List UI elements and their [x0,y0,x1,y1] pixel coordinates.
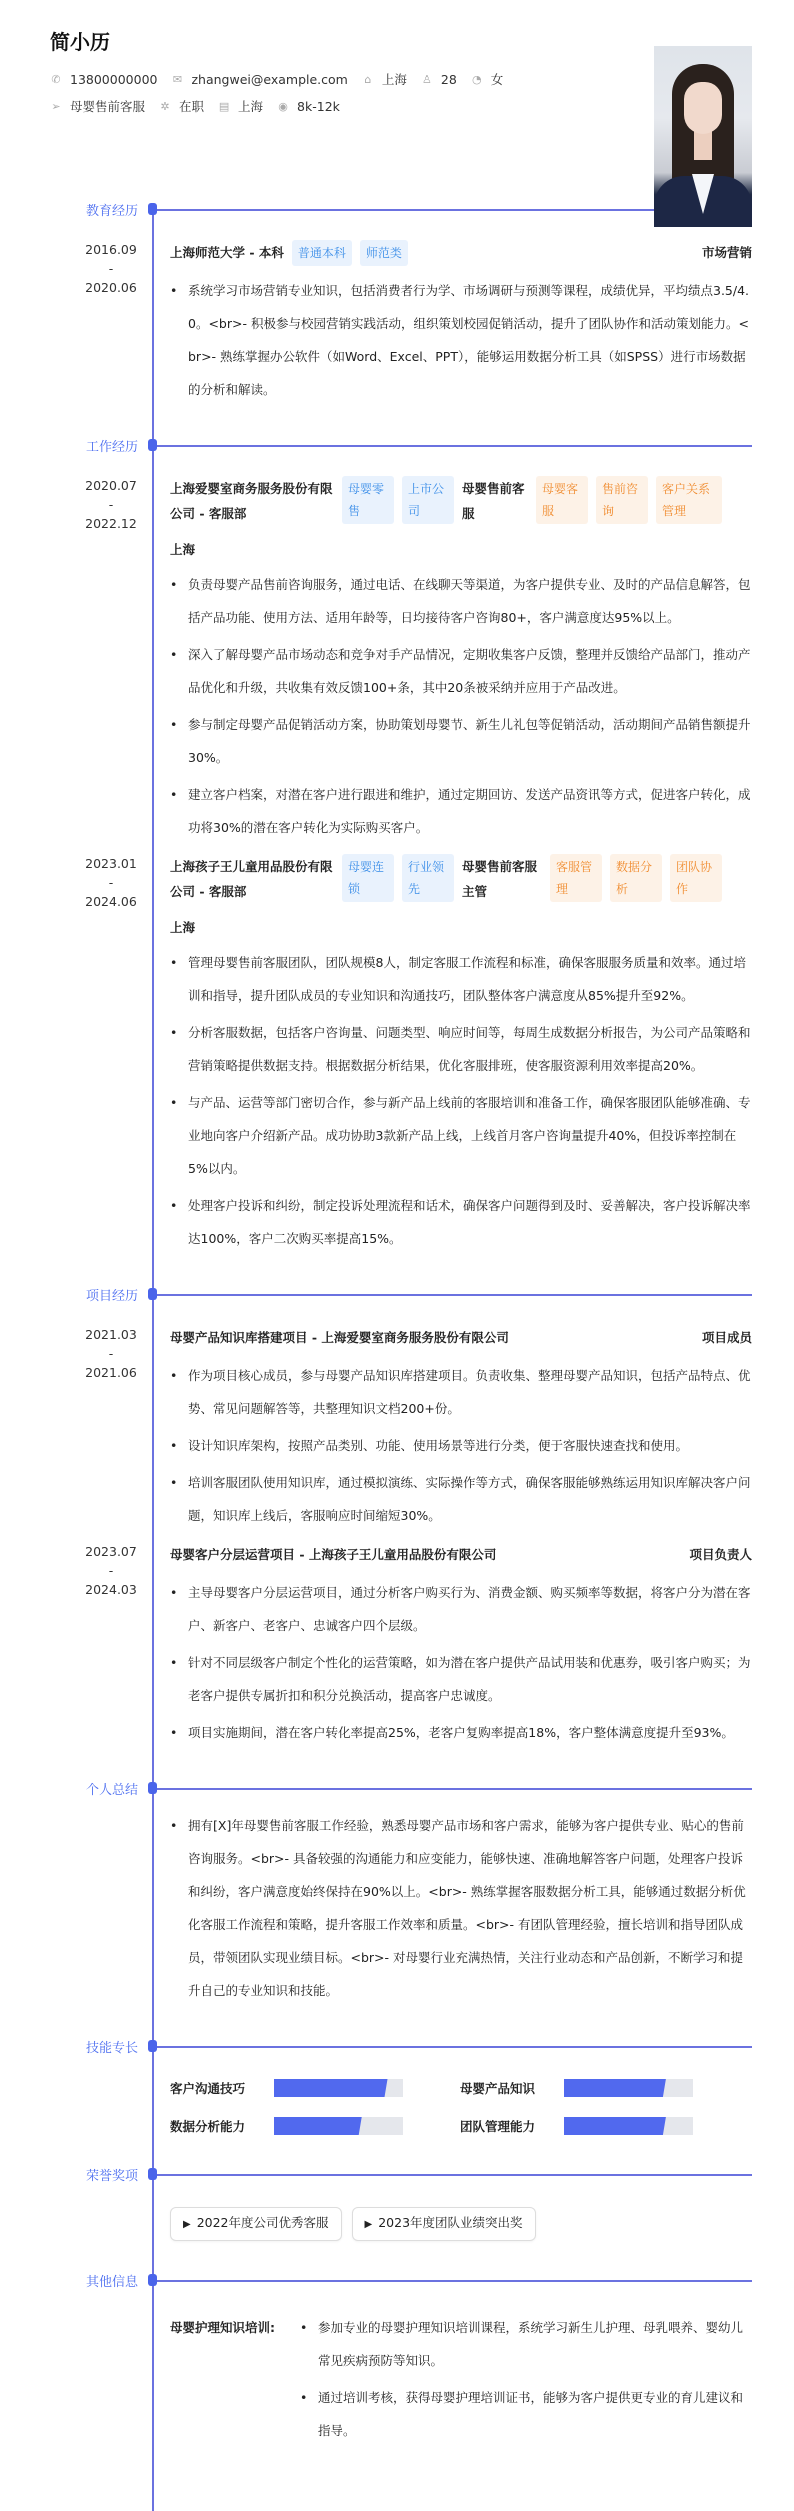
job-target: 母婴售前客服 [70,99,146,114]
date-range: 2016.09 - 2020.06 [85,242,137,295]
major: 市场营销 [701,245,752,260]
bullet: • 拥有[X]年母婴售前客服工作经验，熟悉母婴产品市场和客户需求，能够为客户提供专业、贴心的售前咨询服务。<br>- 具备较强的沟通能力和应变能力，能够快速、准确地解答客户问题，处理客户投诉和纠纷，客户满意度始终保持在90%以上。<br>- 熟练掌握客服数据分析工具，能够通过数据分析优化客服工作流程和策略，提升客服工作效率和质量。<br>- 有团队管理经验，擅长培训和指导团队成员，带领团队实现业绩目标。<br>- 对母婴行业充满热情，关注行业动态和产品创新，不断学习和提升自己的专业知识和技能。 [170,1818,746,1998]
tag: 普通本科 [292,240,352,266]
position: 母婴售前客服主管 [462,859,538,899]
section-title: 技能专长 [85,2041,138,2056]
age-icon: ♙ [421,72,432,86]
bullet: • 参加专业的母婴护理知识培训课程，系统学习新生儿护理、母乳喂养、婴幼儿常见疾病预防等知识。 [300,2320,744,2368]
project-name: 母婴客户分层运营项目 - 上海孩子王儿童用品股份有限公司 [170,1547,497,1562]
age: 28 [440,71,457,87]
project-name: 母婴产品知识库搭建项目 - 上海爱婴室商务服务股份有限公司 [170,1330,509,1345]
salary: 8k-12k [297,98,340,114]
work-entry [0,854,794,1255]
skill-bar-fill [564,2079,666,2097]
education-section [0,200,794,406]
bullet: • 分析客服数据，包括客户咨询量、问题类型、响应时间等，每周生成数据分析报告，为公司产品策略和营销策略提供数据支持。根据数据分析结果，优化客服排班，使客服资源利用效率提高20%。 [170,1025,751,1073]
building-icon: ▤ [218,99,230,113]
timeline-dot [148,1782,157,1794]
work-section [0,436,794,1255]
location: 上海 [170,542,196,557]
skill-name: 母婴产品知识 [460,2081,536,2096]
skills-section [0,2037,794,2135]
date-range: 2023.01 - 2024.06 [85,856,137,909]
other-section [0,2271,794,2451]
bullet: • 设计知识库架构，按照产品类别、功能、使用场景等进行分类，便于客服快速查找和使用。 [170,1438,689,1453]
skill-tag: 数据分析 [610,854,662,902]
city: 上海 [381,72,407,87]
work-entry [0,476,794,844]
section-title: 其他信息 [85,2275,138,2290]
bullet: • 与产品、运营等部门密切合作，参与新产品上线前的客服培训和准备工作，确保客服团队能够准确、专业地向客户介绍新产品。成功协助3款新产品上线，上线首月客户咨询量提升40%，但投诉率控制在5%以内。 [170,1095,751,1176]
project-role: 项目负责人 [689,1547,752,1562]
project-role: 项目成员 [701,1330,752,1345]
bullet: • 管理母婴售前客服团队，团队规模8人，制定客服工作流程和标准，确保客服服务质量和效率。通过培训和指导，提升团队成员的专业知识和沟通技巧，团队整体客户满意度从85%提升至92%。 [170,955,746,1003]
tag: 师范类 [360,240,408,266]
job-status: 在职 [179,99,205,114]
salary-icon: ◉ [278,99,288,113]
intent-row [50,97,354,115]
skill-bar-fill [564,2117,666,2135]
email-icon: ✉ [172,72,183,86]
bullet: • 主导母婴客户分层运营项目，通过分析客户购买行为、消费金额、购买频率等数据，将客户分为潜在客户、新客户、老客户、忠诚客户四个层级。 [170,1585,751,1633]
project-entry [0,1542,794,1749]
bullet: • 项目实施期间，潜在客户转化率提高25%，老客户复购率提高18%，客户整体满意度提升至93%。 [170,1725,734,1740]
email: zhangwei@example.com [191,71,348,87]
bullet: • 针对不同层级客户制定个性化的运营策略，如为潜在客户提供产品试用装和优惠券，吸引客户购买；为老客户提供专属折扣和积分兑换活动，提高客户忠诚度。 [170,1655,751,1703]
tag: 母婴零售 [342,476,394,524]
gender-icon: ◔ [471,72,482,86]
timeline-dot [148,439,157,451]
skill-item [460,2117,750,2135]
skill-bar-fill [274,2117,362,2135]
company: 上海孩子王儿童用品股份有限公司 - 客服部 [170,859,333,899]
play-icon: ▶ [364,2219,373,2230]
projects-section [0,1285,794,1749]
bullet: • 深入了解母婴产品市场动态和竞争对手产品情况，定期收集客户反馈，整理并反馈给产品部门，推动产品优化和升级，共收集有效反馈100+条，其中20条被采纳并应用于产品改进。 [170,647,751,695]
summary-section [0,1779,794,2007]
divider [157,2174,752,2176]
awards-section [0,2165,794,2241]
bullet: • 建立客户档案，对潜在客户进行跟进和维护，通过定期回访、发送产品资讯等方式，促进客户转化，成功将30%的潜在客户转化为实际购买客户。 [170,787,751,835]
section-title: 项目经历 [85,1289,138,1304]
skill-item [170,2117,460,2135]
candidate-name: 简小历 [50,30,110,54]
bullet: • 培训客服团队使用知识库，通过模拟演练、实际操作等方式，确保客服能够熟练运用知识库解决客户问题，知识库上线后，客服响应时间缩短30%。 [170,1475,751,1523]
education-entry [0,240,794,406]
divider [157,445,752,447]
position: 母婴售前客服 [462,481,525,521]
other-label: 母婴护理知识培训: [170,2320,275,2335]
timeline-dot [148,203,157,215]
section-title: 教育经历 [85,204,138,219]
skill-item [460,2079,750,2097]
tag: 上市公司 [402,476,454,524]
skill-tag: 售前咨询 [596,476,648,524]
award-badge[interactable]: ▶ 2023年度团队业绩突出奖 [352,2207,536,2241]
skill-bar [274,2079,403,2097]
divider [157,2046,752,2048]
award-badge[interactable]: ▶ 2022年度公司优秀客服 [170,2207,342,2241]
skill-tag: 母婴客服 [536,476,588,524]
skill-name: 数据分析能力 [170,2119,246,2134]
skill-name: 客户沟通技巧 [170,2081,246,2096]
skill-tag: 团队协作 [670,854,722,902]
send-icon: ➢ [51,99,61,113]
header [0,0,794,170]
avatar-photo [654,46,752,227]
location: 上海 [170,920,196,935]
timeline-dot [148,2274,157,2286]
section-title: 荣誉奖项 [85,2169,138,2184]
bullet: • 作为项目核心成员，参与母婴产品知识库搭建项目。负责收集、整理母婴产品知识，包括产品特点、优势、常见问题解答等，共整理知识文档200+份。 [170,1368,751,1416]
target-city: 上海 [238,99,264,114]
home-icon: ⌂ [364,72,372,86]
divider [157,1788,752,1790]
bullet: • 通过培训考核，获得母婴护理培训证书，能够为客户提供更专业的育儿建议和指导。 [300,2390,744,2438]
bullet: • 系统学习市场营销专业知识，包括消费者行为学、市场调研与预测等课程，成绩优异，平均绩点3.5/4.0。<br>- 积极参与校园营销实践活动，组织策划校园促销活动，提升了团队协作和活动策划能力。<br>- 熟练掌握办公软件（如Word、Excel、PPT），能够运用数据分析工具（如SPSS）进行市场数据的分析和解读。 [170,283,750,397]
contact-row [50,70,517,88]
section-title: 个人总结 [85,1783,138,1798]
skill-item [170,2079,460,2097]
phone: 13800000000 [70,71,158,87]
timeline-dot [148,1288,157,1300]
skill-bar [564,2079,693,2097]
play-icon: ▶ [183,2219,191,2230]
date-range: 2023.07 - 2024.03 [85,1544,137,1597]
project-entry [0,1325,794,1532]
skill-bar [274,2117,403,2135]
tag: 母婴连锁 [342,854,394,902]
skill-tag: 客户关系管理 [656,476,722,524]
bullet: • 负责母婴产品售前咨询服务，通过电话、在线聊天等渠道，为客户提供专业、及时的产品信息解答，包括产品功能、使用方法、适用年龄等，日均接待客户咨询80+，客户满意度达95%以上。 [170,577,751,625]
section-title: 工作经历 [85,440,138,455]
phone-icon: ✆ [51,72,61,86]
bullet: • 参与制定母婴产品促销活动方案，协助策划母婴节、新生儿礼包等促销活动，活动期间产品销售额提升30%。 [170,717,751,765]
timeline-dot [148,2168,157,2180]
status-icon: ✲ [160,99,170,113]
divider [157,2280,752,2282]
divider [157,1294,752,1296]
date-range: 2020.07 - 2022.12 [85,478,137,531]
skill-name: 团队管理能力 [460,2119,536,2134]
gender: 女 [490,72,504,87]
timeline-dot [148,2040,157,2052]
bullet: • 处理客户投诉和纠纷，制定投诉处理流程和话术，确保客户问题得到及时、妥善解决，客户投诉解决率达100%，客户二次购买率提高15%。 [170,1198,751,1246]
tag: 行业领先 [402,854,454,902]
skill-bar-fill [274,2079,388,2097]
skill-tag: 客服管理 [550,854,602,902]
date-range: 2021.03 - 2021.06 [85,1327,137,1380]
company: 上海爱婴室商务服务股份有限公司 - 客服部 [170,481,333,521]
skill-bar [564,2117,693,2135]
school: 上海师范大学 - 本科 [170,245,284,260]
